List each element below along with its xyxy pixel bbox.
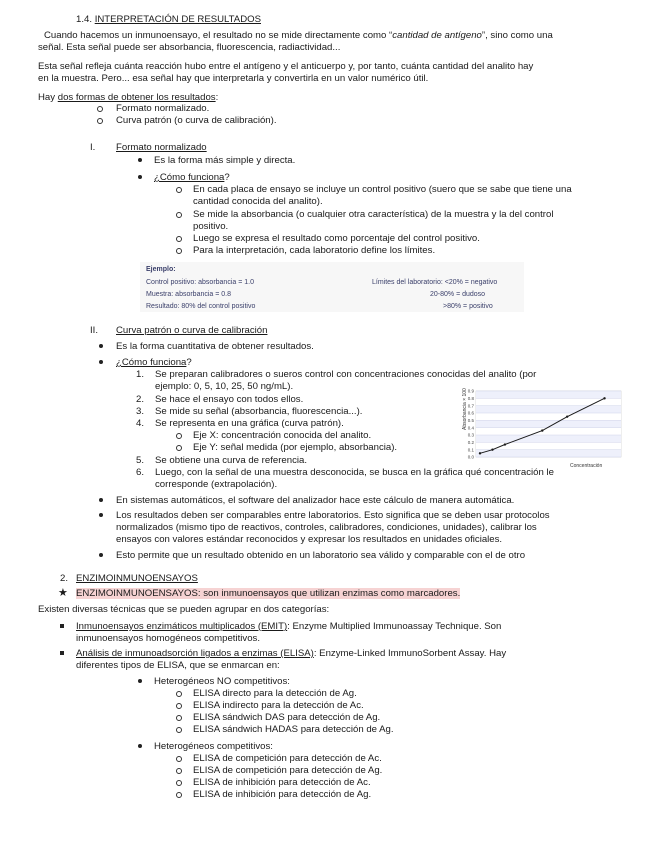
step-text: Luego, con la señal de una muestra desconocida, se busca en la gráfica qué concentración le <box>155 467 554 478</box>
section-heading: ENZIMOINMUNOENSAYOS <box>76 573 198 584</box>
roman-numeral: I. <box>90 142 96 153</box>
list-item-line: inmunoensayos homogéneos competitivos. <box>76 633 260 644</box>
section-number: 2. <box>60 573 69 584</box>
list-item: Análisis de inmunoadsorción ligados a enzimas (ELISA): Enzyme-Linked ImmunoSorbent Assay. Hay <box>76 648 507 659</box>
sub-item: ELISA sándwich DAS para detección de Ag. <box>193 712 381 723</box>
grid-band <box>476 450 621 457</box>
list-item: Es la forma más simple y directa. <box>154 155 296 166</box>
sub-item: Eje Y: señal medida (por ejemplo, absorbancia). <box>193 442 398 453</box>
list-item: ¿Cómo funciona? <box>116 357 192 368</box>
bullet-icon <box>99 553 103 557</box>
circle-bullet-icon <box>176 187 182 193</box>
y-tick-label: 0.1 <box>467 447 474 453</box>
bullet-icon <box>99 513 103 517</box>
list-item: Luego se expresa el resultado como porcentaje del control positivo. <box>193 233 480 244</box>
circle-bullet-icon <box>176 703 182 709</box>
list-item: Inmunoensayos enzimáticos multiplicados (EMIT): Enzyme Multiplied Immunoassay Technique. Son <box>76 621 502 632</box>
sub-item: ELISA sándwich HADAS para detección de Ag. <box>193 724 394 735</box>
circle-bullet-icon <box>176 756 182 762</box>
data-point <box>491 448 493 450</box>
bullet-icon <box>99 344 103 348</box>
star-icon: ★ <box>58 587 68 599</box>
paragraph: Hay dos formas de obtener los resultados: <box>38 92 219 103</box>
step-number: 3. <box>136 406 145 417</box>
y-tick-label: 0.2 <box>467 439 474 445</box>
step-text: Se obtiene una curva de referencia. <box>155 455 308 466</box>
bullet-icon <box>99 498 103 502</box>
example-line: Control positivo: absorbancia = 1.0 <box>146 279 254 286</box>
square-bullet-icon <box>60 651 64 655</box>
step-number: 1. <box>136 369 145 380</box>
data-point <box>541 429 543 431</box>
highlight-definition: ENZIMOINMUNOENSAYOS: son inmunoensayos que utilizan enzimas como marcadores. <box>76 588 461 599</box>
y-tick-label: 0.7 <box>467 403 474 409</box>
grid-band <box>476 406 621 413</box>
list-item: Se mide la absorbancia (o cualquier otra característica) de la muestra y la del control <box>193 209 554 220</box>
grid-band <box>476 442 621 449</box>
circle-bullet-icon <box>97 118 103 124</box>
grid-band <box>476 398 621 405</box>
example-line: Resultado: 80% del control positivo <box>146 303 256 310</box>
circle-bullet-icon <box>176 433 182 439</box>
list-item: Es la forma cuantitativa de obtener resultados. <box>116 341 314 352</box>
grid-band <box>476 413 621 420</box>
section-heading: 1.4. INTERPRETACIÓN DE RESULTADOS <box>76 14 261 25</box>
paragraph: Cuando hacemos un inmunoensayo, el resultado no se mide directamente como “cantidad de antígeno”, sino como una <box>44 30 553 41</box>
step-text: Se hace el ensayo con todos ellos. <box>155 394 304 405</box>
example-label: Ejemplo: <box>146 266 176 273</box>
sub-item: ELISA de inhibición para detección de Ac. <box>193 777 371 788</box>
grid-band <box>476 435 621 442</box>
bullet-icon <box>99 360 103 364</box>
paragraph: Esta señal refleja cuánta reacción hubo entre el antígeno y el anticuerpo y, por tanto, cuánta cantidad del analito hay <box>38 61 534 72</box>
y-tick-label: 0.9 <box>467 388 474 394</box>
example-limit: Límites del laboratorio: <20% = negativo <box>372 279 498 286</box>
list-item-line: normalizados (mismo tipo de reactivos, controles, calibradores, condiciones, unidades), calibrar los <box>116 522 537 533</box>
bullet-icon <box>138 744 142 748</box>
list-item: Los resultados deben ser comparables entre laboratorios. Esto significa que se deben usar protocolos <box>116 510 550 521</box>
step-text: Se preparan calibradores o sueros control con concentraciones conocidas del analito (por <box>155 369 537 380</box>
y-tick-label: 0.5 <box>467 417 474 423</box>
bullet-icon <box>138 679 142 683</box>
subsection-title: Curva patrón o curva de calibración <box>116 325 268 336</box>
circle-bullet-icon <box>176 792 182 798</box>
circle-bullet-icon <box>97 106 103 112</box>
step-text: Se mide su señal (absorbancia, fluorescencia...). <box>155 406 363 417</box>
list-item: En cada placa de ensayo se incluye un control positivo (suero que se sabe que tiene una <box>193 184 572 195</box>
circle-bullet-icon <box>176 715 182 721</box>
y-tick-label: 0.8 <box>467 395 474 401</box>
circle-bullet-icon <box>176 768 182 774</box>
list-item-line: cantidad conocida del analito). <box>193 196 323 207</box>
data-point <box>479 452 481 454</box>
y-tick-label: 0.3 <box>467 432 474 438</box>
grid-band <box>476 428 621 435</box>
data-point <box>603 397 605 399</box>
list-item-line: diferentes tipos de ELISA, que se enmarcan en: <box>76 660 280 671</box>
list-item: Para la interpretación, cada laboratorio define los límites. <box>193 245 436 256</box>
list-item: Formato normalizado. <box>116 103 210 114</box>
circle-bullet-icon <box>176 445 182 451</box>
step-number: 6. <box>136 467 145 478</box>
bullet-icon <box>138 175 142 179</box>
x-axis-label: Concentración <box>570 463 603 468</box>
y-tick-label: 0.4 <box>467 425 474 431</box>
list-item: Heterogéneos NO competitivos: <box>154 676 290 687</box>
step-text-line: corresponde (extrapolación). <box>155 479 278 490</box>
sub-item: ELISA directo para la detección de Ag. <box>193 688 357 699</box>
example-line: Muestra: absorbancia = 0.8 <box>146 291 232 298</box>
list-item: Curva patrón (o curva de calibración). <box>116 115 277 126</box>
sub-item: ELISA de competición para detección de Ac. <box>193 753 382 764</box>
circle-bullet-icon <box>176 236 182 242</box>
grid-band <box>476 391 621 398</box>
example-limit: >80% = positivo <box>443 303 493 310</box>
list-item-line: ensayos con valores estándar reconocidos y expresar los resultados en unidades oficiales. <box>116 534 503 545</box>
list-item-line: positivo. <box>193 221 229 232</box>
step-text: Se representa en una gráfica (curva patrón). <box>155 418 344 429</box>
subsection-title: Formato normalizado <box>116 142 207 153</box>
step-number: 2. <box>136 394 145 405</box>
step-number: 5. <box>136 455 145 466</box>
sub-item: ELISA indirecto para la detección de Ac. <box>193 700 364 711</box>
sub-item: ELISA de inhibición para detección de Ag. <box>193 789 372 800</box>
example-box <box>140 262 524 312</box>
paragraph: Existen diversas técnicas que se pueden agrupar en dos categorías: <box>38 604 330 615</box>
data-point <box>566 415 568 417</box>
circle-bullet-icon <box>176 691 182 697</box>
circle-bullet-icon <box>176 248 182 254</box>
square-bullet-icon <box>60 624 64 628</box>
circle-bullet-icon <box>176 727 182 733</box>
step-text-line: ejemplo: 0, 5, 10, 25, 50 ng/mL). <box>155 381 294 392</box>
paragraph-line: en la muestra. Pero... esa señal hay que interpretarla y convertirla en un valor numérico útil. <box>38 73 429 84</box>
y-tick-label: 0.6 <box>467 410 474 416</box>
y-tick-label: 0.0 <box>467 454 474 460</box>
list-item: Esto permite que un resultado obtenido en un laboratorio sea válido y comparable con el de otro <box>116 550 526 561</box>
circle-bullet-icon <box>176 780 182 786</box>
sub-item: ELISA de competición para detección de Ag. <box>193 765 383 776</box>
sub-item: Eje X: concentración conocida del analito. <box>193 430 372 441</box>
y-axis-label: Absorbancia × 100 <box>462 388 468 430</box>
calibration-curve-chart <box>458 386 628 468</box>
bullet-icon <box>138 158 142 162</box>
step-number: 4. <box>136 418 145 429</box>
example-limit: 20-80% = dudoso <box>430 291 486 298</box>
list-item: Heterogéneos competitivos: <box>154 741 273 752</box>
paragraph-line: señal. Esta señal puede ser absorbancia, fluorescencia, radiactividad... <box>38 42 341 53</box>
list-item: En sistemas automáticos, el software del analizador hace este cálculo de manera automática. <box>116 495 515 506</box>
list-item: ¿Cómo funciona? <box>154 172 230 183</box>
data-point <box>504 443 506 445</box>
roman-numeral: II. <box>90 325 98 336</box>
circle-bullet-icon <box>176 212 182 218</box>
